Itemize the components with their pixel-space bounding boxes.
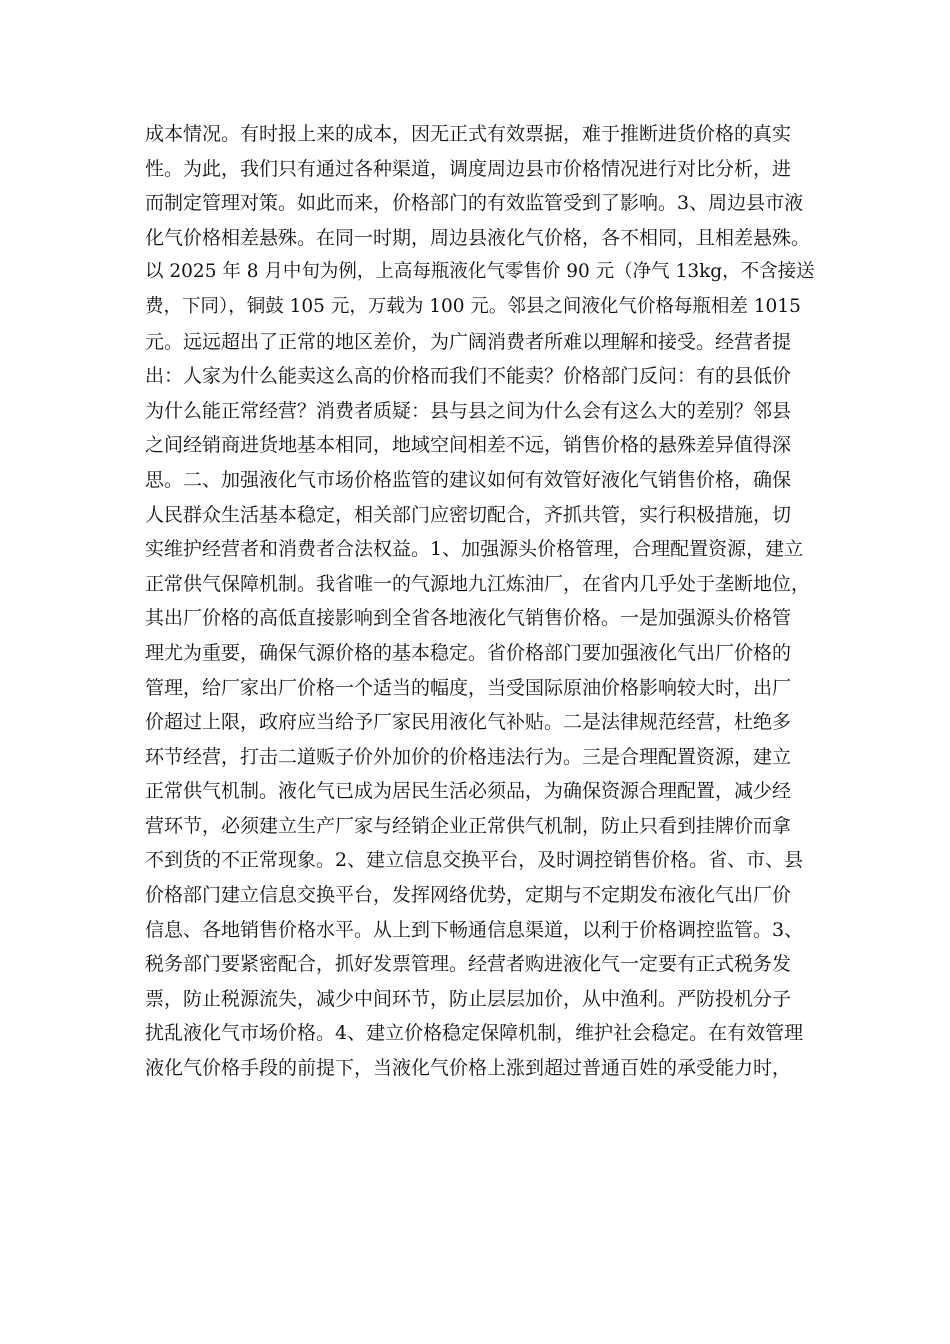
text-line-17: 管理，给厂家出厂价格一个适当的幅度，当受国际原油价格影响较大时，出厂	[145, 676, 792, 699]
text-line-13: 实维护经营者和消费者合法权益。1、加强源头价格管理，合理配置资源，建立	[145, 538, 804, 561]
body-text	[145, 117, 815, 1086]
text-line-5: 以 2025 年 8 月中旬为例，上高每瓶液化气零售价 90 元（净气 13kg，不含接送	[145, 261, 815, 283]
text-line-11: 思。二、加强液化气市场价格监管的建议如何有效管好液化气销售价格，确保	[145, 468, 792, 491]
text-line-1: 成本情况。有时报上来的成本，因无正式有效票据，难于推断进货价格的真实	[145, 123, 792, 145]
text-line-6: 费，下同），铜鼓 105 元，万载为 100 元。邻县之间液化气价格每瓶相差 1015	[145, 295, 801, 317]
text-line-15: 其出厂价格的高低直接影响到全省各地液化气销售价格。一是加强源头价格管	[145, 607, 792, 630]
text-line-14: 正常供气保障机制。我省唯一的气源地九江炼油厂，在省内几乎处于垄断地位，	[145, 572, 811, 595]
text-line-3: 而制定管理对策。如此而来，价格部门的有效监管受到了影响。3、周边县市液	[145, 192, 804, 215]
text-line-9: 为什么能正常经营？消费者质疑：县与县之间为什么会有这么大的差别？邻县	[145, 399, 792, 422]
text-line-25: 税务部门要紧密配合，抓好发票管理。经营者购进液化气一定要有正式税务发	[145, 953, 792, 976]
text-line-21: 营环节，必须建立生产厂家与经销企业正常供气机制，防止只看到挂牌价而拿	[145, 814, 792, 837]
text-line-24: 信息、各地销售价格水平。从上到下畅通信息渠道，以利于价格调控监管。3、	[145, 918, 804, 941]
text-line-22: 不到货的不正常现象。2、建立信息交换平台，及时调控销售价格。省、市、县	[145, 849, 804, 872]
text-line-10: 之间经销商进货地基本相同，地域空间相差不远，销售价格的悬殊差异值得深	[145, 434, 792, 457]
text-line-7: 元。远远超出了正常的地区差价，为广阔消费者所难以理解和接受。经营者提	[145, 330, 792, 353]
text-line-18: 价超过上限，政府应当给予厂家民用液化气补贴。二是法律规范经营，杜绝多	[145, 711, 792, 734]
text-line-8: 出：人家为什么能卖这么高的价格而我们不能卖？价格部门反问：有的县低价	[145, 365, 792, 388]
text-line-16: 理尤为重要，确保气源价格的基本稳定。省价格部门要加强液化气出厂价格的	[145, 641, 792, 664]
text-line-19: 环节经营，打击二道贩子价外加价的价格违法行为。三是合理配置资源，建立	[145, 745, 792, 768]
text-line-23: 价格部门建立信息交换平台，发挥网络优势，定期与不定期发布液化气出厂价	[145, 884, 792, 907]
text-line-27: 扰乱液化气市场价格。4、建立价格稳定保障机制，维护社会稳定。在有效管理	[145, 1022, 804, 1045]
text-line-26: 票，防止税源流失，减少中间环节，防止层层加价，从中渔利。严防投机分子	[145, 987, 792, 1010]
text-line-4: 化气价格相差悬殊。在同一时期，周边县液化气价格，各不相同，且相差悬殊。	[145, 226, 811, 249]
text-line-20: 正常供气机制。液化气已成为居民生活必须品，为确保资源合理配置，减少经	[145, 780, 792, 803]
text-line-12: 人民群众生活基本稳定，相关部门应密切配合，齐抓共管，实行积极措施，切	[145, 503, 792, 526]
text-line-2: 性。为此，我们只有通过各种渠道，调度周边县市价格情况进行对比分析，进	[145, 157, 792, 180]
text-line-28: 液化气价格手段的前提下，当液化气价格上涨到超过普通百姓的承受能力时，	[145, 1057, 792, 1080]
